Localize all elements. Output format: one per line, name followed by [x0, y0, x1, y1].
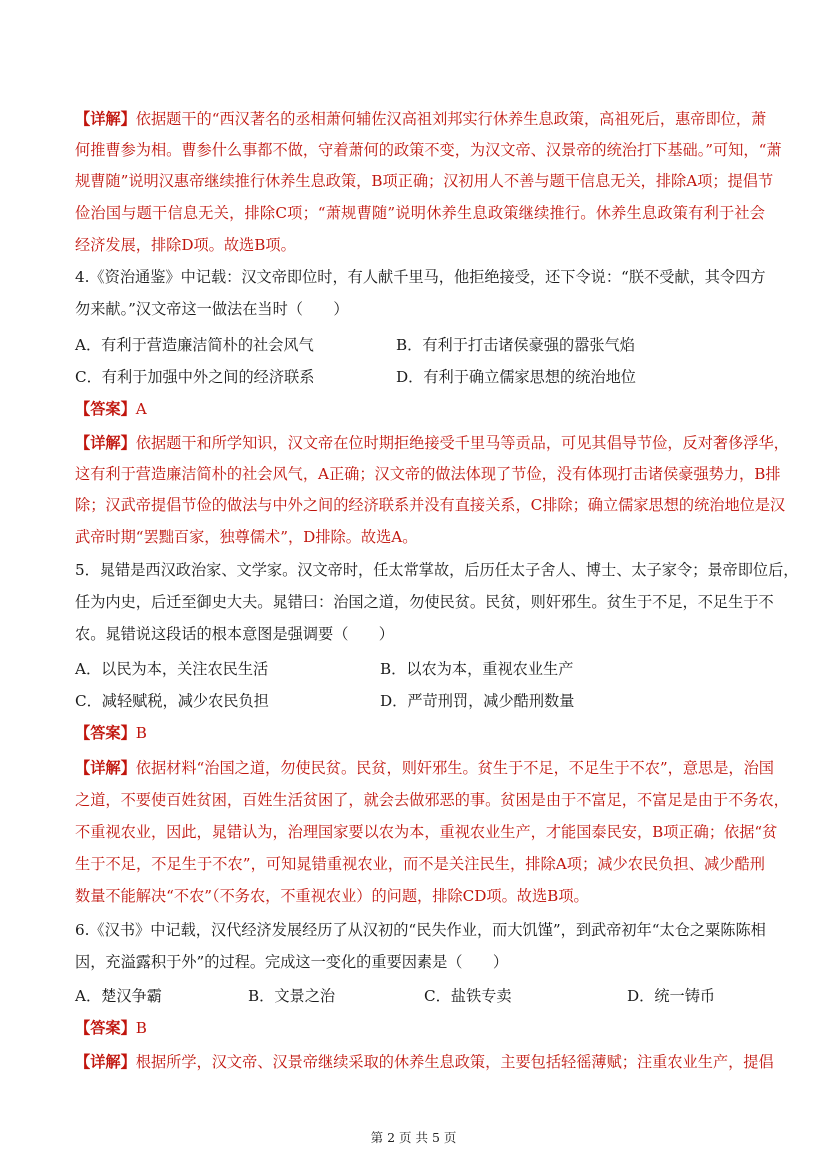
detail-line: 数量不能解决“不农”（不务农，不重视农业）的问题，排除CD项。故选B项。	[75, 887, 589, 905]
question-4-option-b: B．有利于打击诸侯豪强的嚣张气焰	[396, 336, 635, 354]
question-5-option-b: B．以农为本，重视农业生产	[380, 660, 574, 678]
question-5-option-d: D．严苛刑罚，减少酷刑数量	[380, 692, 575, 710]
detail-label: 【详解】	[75, 434, 136, 452]
question-6-option-d: D．统一铸币	[627, 987, 716, 1005]
detail-line: 何推曹参为相。曹参什么事都不做，守着萧何的政策不变，为汉文帝、汉景帝的统治打下基础。”可知，“萧	[75, 141, 782, 159]
detail-line: 之道，不要使百姓贫困，百姓生活贫困了，就会去做邪恶的事。贫困是由于不富足，不富足是由于不务农，	[75, 791, 789, 809]
page-footer: 第 2 页 共 5 页	[370, 1130, 457, 1145]
question-4-stem: 4.《资治通鉴》中记载：汉文帝即位时，有人献千里马，他拒绝接受，还下令说：“朕不受献，其令四方	[75, 268, 766, 286]
detail-line: 武帝时期“罢黜百家，独尊儒术”，D排除。故选A。	[75, 528, 418, 546]
question-5-stem: 农。晁错说这段话的根本意图是强调要（ ）	[75, 625, 394, 643]
question-4-option-a: A．有利于营造廉洁简朴的社会风气	[75, 336, 314, 354]
detail-label: 【详解】	[75, 1053, 136, 1071]
question-5-answer: 【答案】B	[75, 724, 147, 742]
detail-line: 【详解】依据题干的“西汉著名的丞相萧何辅佐汉高祖刘邦实行休养生息政策，高祖死后，惠帝即位，萧	[75, 110, 767, 128]
question-4-option-d: D．有利于确立儒家思想的统治地位	[396, 368, 636, 386]
detail-line: 【详解】依据题干和所学知识，汉文帝在位时期拒绝接受千里马等贡品，可见其倡导节俭，反对奢侈浮华，	[75, 434, 789, 452]
detail-line: 俭治国与题干信息无关，排除C项；“萧规曹随”说明休养生息政策继续推行。休养生息政策有利于社会	[75, 204, 765, 222]
question-6-option-a: A．楚汉争霸	[75, 987, 162, 1005]
question-6-stem: 因，充溢露积于外”的过程。完成这一变化的重要因素是（ ）	[75, 953, 509, 971]
answer-label: 【答案】	[75, 1019, 136, 1037]
detail-line: 规曹随”说明汉惠帝继续推行休养生息政策，B项正确；汉初用人不善与题干信息无关，排除A项；提倡节	[75, 172, 774, 190]
question-6-answer: 【答案】B	[75, 1019, 147, 1037]
detail-label: 【详解】	[75, 759, 136, 777]
answer-label: 【答案】	[75, 400, 136, 418]
detail-line: 除；汉武帝提倡节俭的做法与中外之间的经济联系并没有直接关系，C排除；确立儒家思想的统治地位是汉	[75, 496, 786, 514]
detail-line: 经济发展，排除D项。故选B项。	[75, 236, 296, 254]
detail-line: 【详解】依据材料“治国之道，勿使民贫。民贫，则奸邪生。贫生于不足，不足生于不农”，意思是，治国	[75, 759, 774, 777]
question-5-stem: 任为内史，后迁至御史大夫。晁错曰：治国之道，勿使民贫。民贫，则奸邪生。贫生于不足，不足生于不	[75, 593, 774, 611]
detail-label: 【详解】	[75, 110, 136, 128]
detail-line: 生于不足，不足生于不农”，可知晁错重视农业，而不是关注民生，排除A项；减少农民负担、减少酷刑	[75, 855, 765, 873]
detail-line: 这有利于营造廉洁简朴的社会风气，A正确；汉文帝的做法体现了节俭，没有体现打击诸侯豪强势力，B排	[75, 465, 781, 483]
question-4-answer: 【答案】A	[75, 400, 147, 418]
question-5-option-a: A．以民为本，关注农民生活	[75, 660, 269, 678]
detail-line: 【详解】根据所学，汉文帝、汉景帝继续采取的休养生息政策，主要包括轻徭薄赋；注重农业生产，提倡	[75, 1053, 774, 1071]
question-4-stem: 勿来献。”汉文帝这一做法在当时（ ）	[75, 300, 349, 318]
question-5-stem: 5．晁错是西汉政治家、文学家。汉文帝时，任太常掌故，后历任太子舍人、博士、太子家令；景帝即位后，	[75, 561, 799, 579]
detail-line: 不重视农业，因此，晁错认为，治理国家要以农为本，重视农业生产，才能国泰民安，B项正确；依据“贫	[75, 823, 778, 841]
question-6-stem: 6.《汉书》中记载，汉代经济发展经历了从汉初的“民失作业，而大饥馑”，到武帝初年“太仓之粟陈陈相	[75, 921, 766, 939]
question-6-option-c: C．盐铁专卖	[424, 987, 512, 1005]
question-4-option-c: C．有利于加强中外之间的经济联系	[75, 368, 315, 386]
answer-label: 【答案】	[75, 724, 136, 742]
question-6-option-b: B．文景之治	[248, 987, 336, 1005]
question-5-option-c: C．减轻赋税，减少农民负担	[75, 692, 269, 710]
